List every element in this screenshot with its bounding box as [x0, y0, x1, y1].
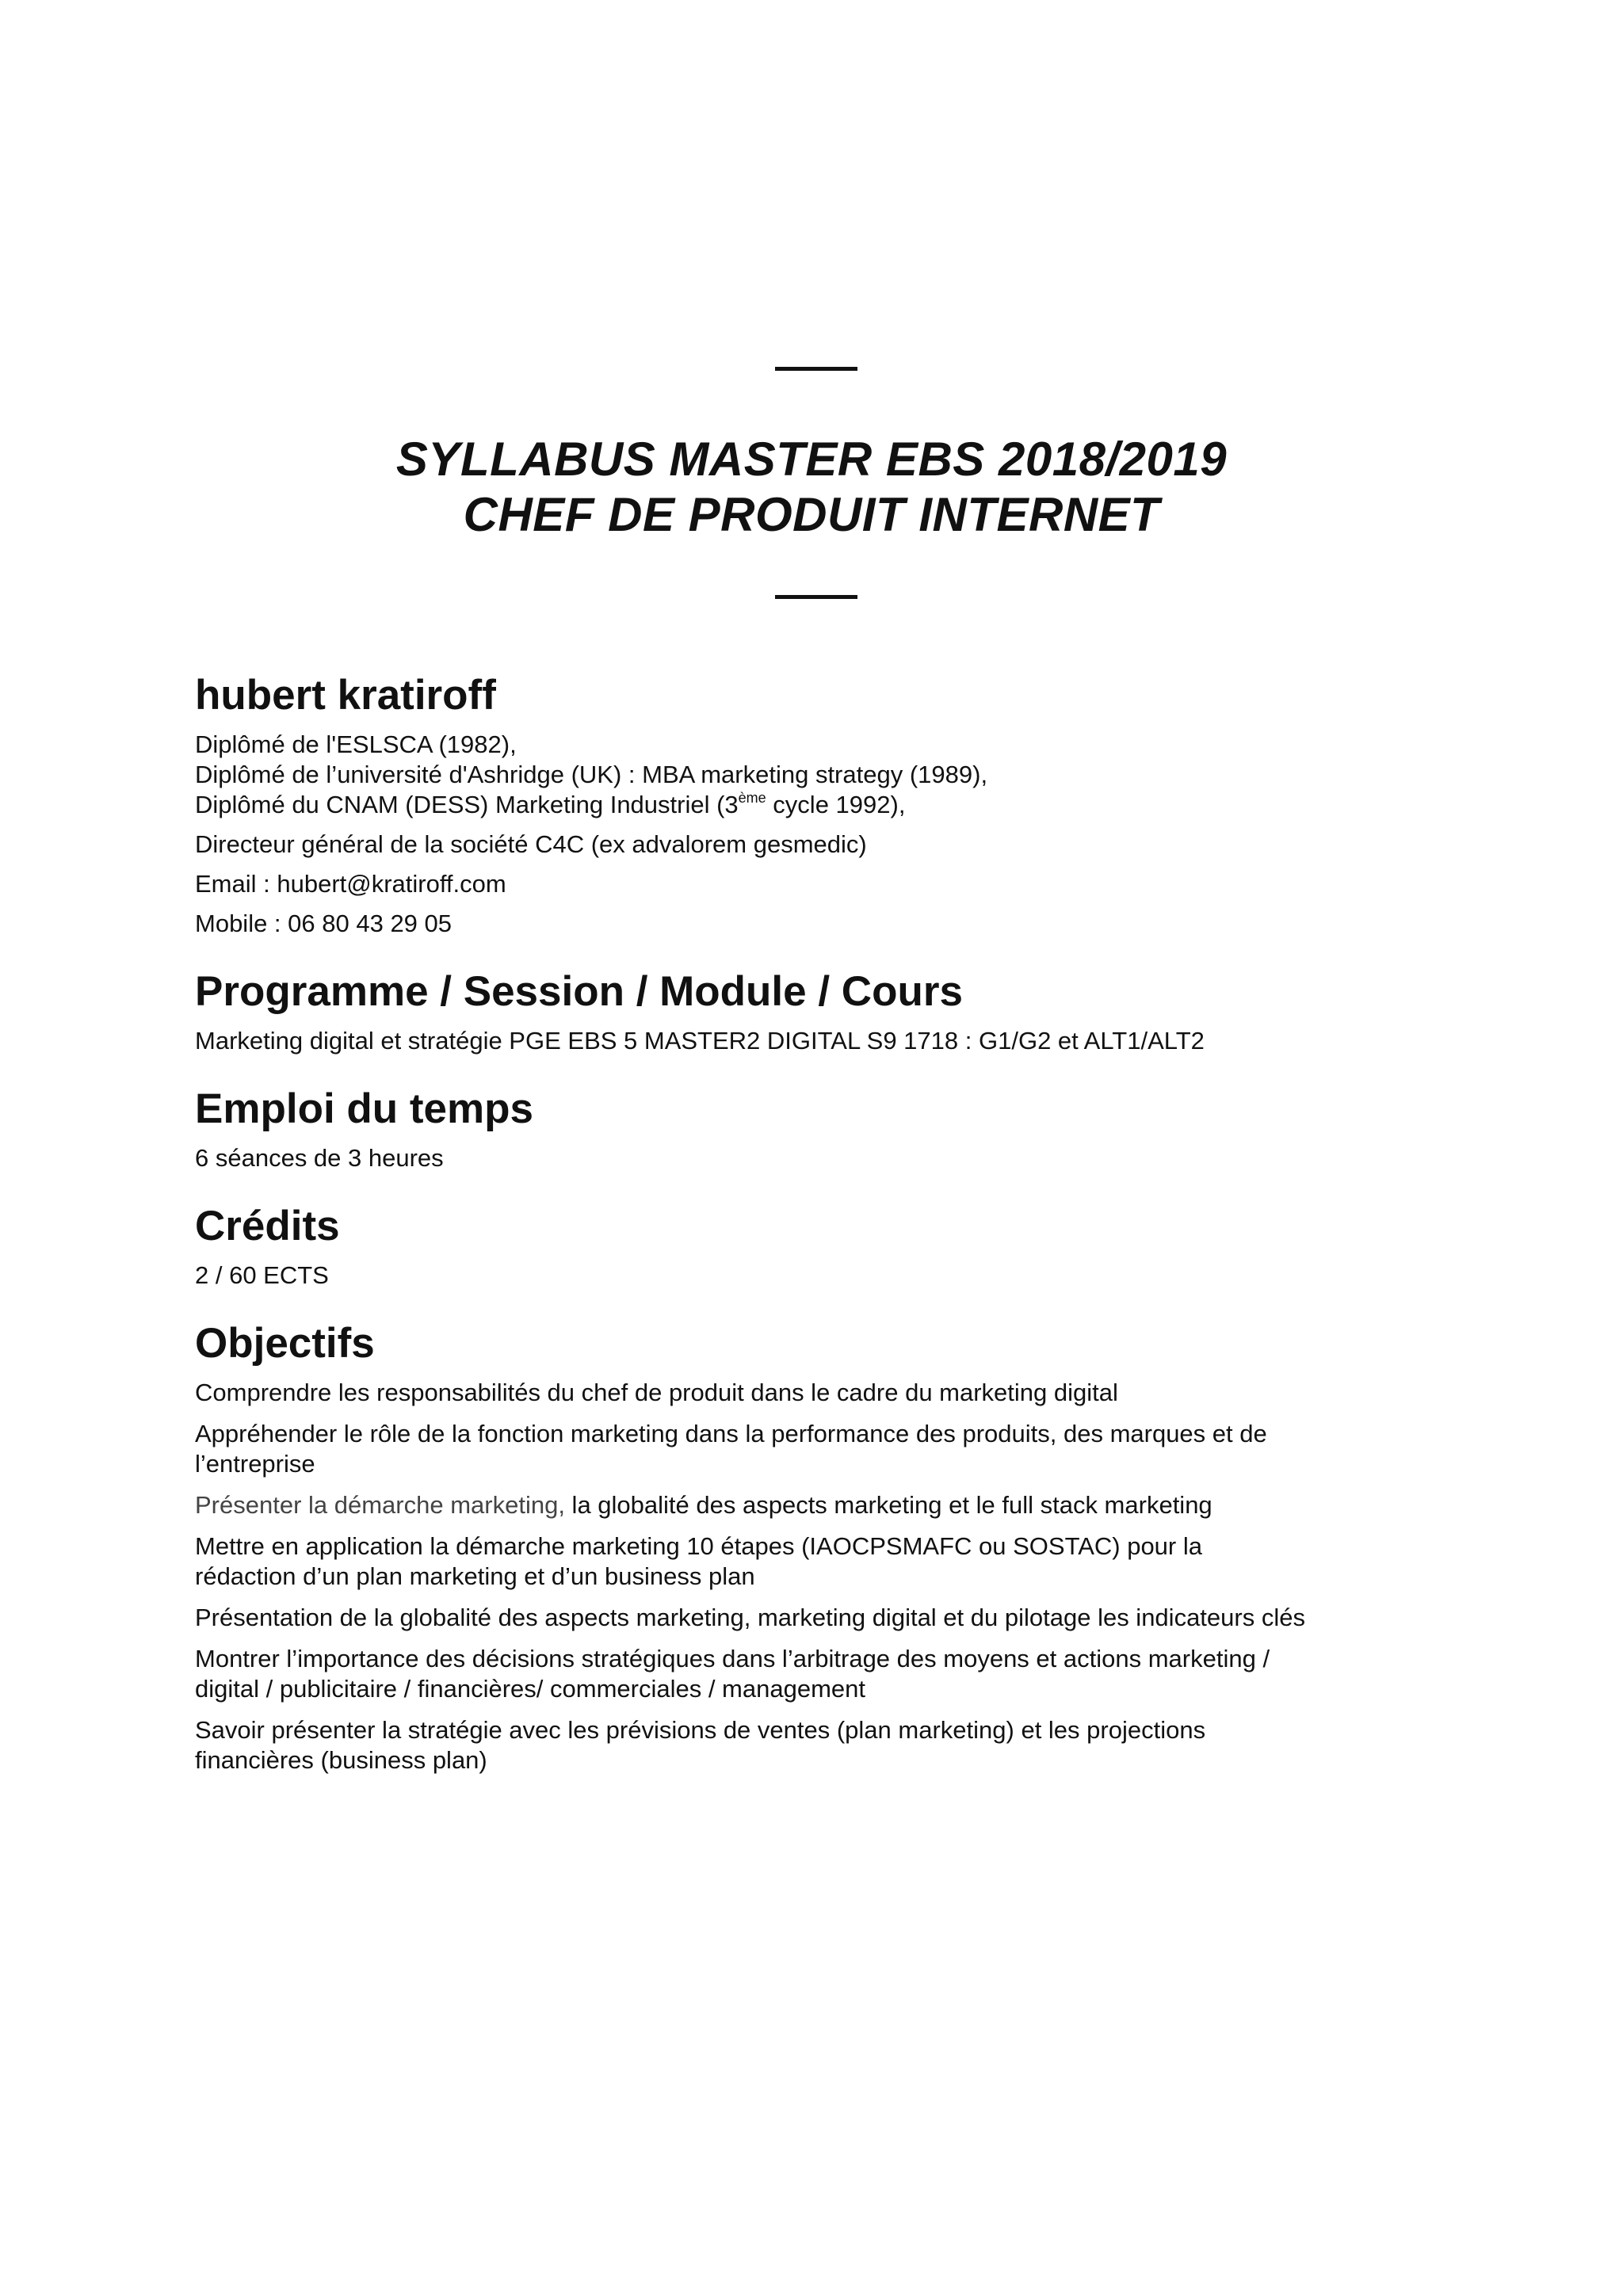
objectif-item [195, 1644, 1463, 1704]
objectif-line: digital / publicitaire / financières/ commerciales / management [195, 1675, 865, 1703]
instructor-section [195, 671, 1463, 939]
objectif-line: Mettre en application la démarche marketing 10 étapes (IAOCPSMAFC ou SOSTAC) pour la [195, 1532, 1202, 1560]
programme-text: Marketing digital et stratégie PGE EBS 5 MASTER2 DIGITAL S9 1718 : G1/G2 et ALT1/ALT2 [195, 1027, 1205, 1055]
programme-section [195, 967, 1463, 1056]
objectif-line: financières (business plan) [195, 1746, 487, 1774]
emploi-section [195, 1085, 1463, 1173]
diploma-eslsca: Diplômé de l'ESLSCA (1982), [195, 730, 517, 758]
objectifs-section [195, 1319, 1463, 1775]
objectif-item [195, 1715, 1463, 1775]
diploma-cnam-tail: cycle 1992), [766, 791, 906, 818]
credits-text: 2 / 60 ECTS [195, 1261, 329, 1289]
instructor-name: hubert kratiroff [195, 672, 496, 719]
emploi-heading: Emploi du temps [195, 1085, 533, 1132]
objectif-line: l’entreprise [195, 1450, 315, 1478]
objectif-grey-text: Présenter la démarche marketing, [195, 1491, 565, 1519]
title-rule-top [775, 367, 857, 371]
document-title-line2: CHEF DE PRODUIT INTERNET [463, 488, 1160, 541]
programme-heading: Programme / Session / Module / Cours [195, 968, 963, 1015]
emploi-text: 6 séances de 3 heures [195, 1144, 444, 1172]
syllabus-content [195, 669, 1463, 1775]
credits-heading: Crédits [195, 1203, 340, 1249]
objectif-line: rédaction d’un plan marketing et d’un business plan [195, 1562, 755, 1590]
objectif-line: Appréhender le rôle de la fonction marketing dans la performance des produits, des marques et de [195, 1420, 1267, 1447]
objectif-item [195, 1490, 1463, 1520]
objectif-item: Comprendre les responsabilités du chef de produit dans le cadre du marketing digital [195, 1379, 1118, 1406]
diploma-cnam-superscript: ème [738, 789, 766, 806]
instructor-position: Directeur général de la société C4C (ex advalorem gesmedic) [195, 830, 867, 858]
objectifs-heading: Objectifs [195, 1320, 375, 1367]
instructor-mobile: Mobile : 06 80 43 29 05 [195, 910, 453, 937]
diploma-cnam [195, 790, 1463, 820]
title-rule-bottom [775, 595, 857, 599]
diploma-cnam-text: Diplômé du CNAM (DESS) Marketing Industriel (3 [195, 791, 739, 818]
objectif-line: Savoir présenter la stratégie avec les prévisions de ventes (plan marketing) et les projections [195, 1716, 1206, 1744]
objectif-item: Présentation de la globalité des aspects marketing, marketing digital et du pilotage les indicateurs clés [195, 1604, 1305, 1631]
objectif-text: la globalité des aspects marketing et le full stack marketing [564, 1491, 1212, 1519]
objectif-item [195, 1531, 1463, 1592]
diploma-ashridge: Diplômé de l’université d'Ashridge (UK) : MBA marketing strategy (1989), [195, 761, 988, 788]
document-title-line1: SYLLABUS MASTER EBS 2018/2019 [395, 433, 1228, 486]
credits-section [195, 1202, 1463, 1291]
instructor-email: Email : hubert@kratiroff.com [195, 870, 506, 898]
objectif-item [195, 1419, 1463, 1479]
objectif-line: Montrer l’importance des décisions stratégiques dans l’arbitrage des moyens et actions marketing / [195, 1645, 1270, 1672]
